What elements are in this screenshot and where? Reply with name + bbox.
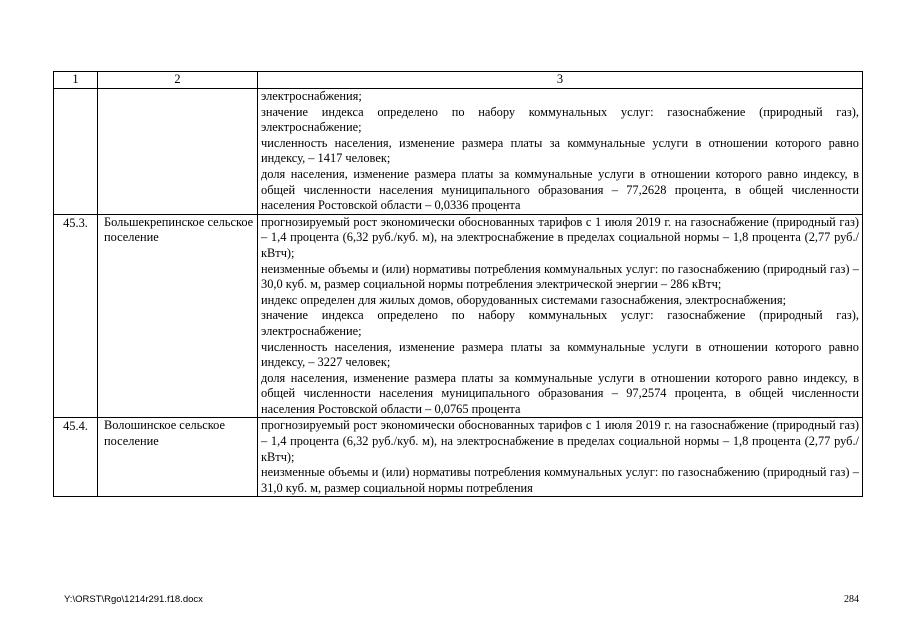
table-row-continuation (54, 89, 863, 215)
paragraph: индекс определен для жилых домов, оборудованных системами газоснабжения, электроснабжения; (261, 292, 787, 307)
paragraph: неизменные объемы и (или) нормативы потребления коммунальных услуг: по газоснабжению (природный газ) – 31,0 куб. м, размер социальной нормы потребления (261, 465, 859, 495)
column-header-2: 2 (98, 72, 258, 89)
cell-description (258, 89, 863, 215)
cell-description (258, 214, 863, 418)
table-row-45-4 (54, 418, 863, 497)
municipality-name: Большекрепинское сельское поселение (98, 214, 258, 418)
file-path: Y:\ORST\Rgo\1214r291.f18.docx (64, 594, 203, 605)
paragraph: значение индекса определено по набору коммунальных услуг: газоснабжение (природный газ), электроснабжение; (261, 104, 859, 135)
municipality-name: Волошинское сельское поселение (98, 418, 258, 497)
table-row-45-3 (54, 214, 863, 418)
paragraph: электроснабжения; (261, 89, 362, 103)
paragraph: прогнозируемый рост экономически обоснованных тарифов с 1 июля 2019 г. на газоснабжение (природный газ) – 1,4 процента (6,32 руб./куб. м), на электроснабжение в пределах социальной нормы – 1,8 процента (2,77 руб./кВтч); (261, 418, 859, 464)
paragraph: прогнозируемый рост экономически обоснованных тарифов с 1 июля 2019 г. на газоснабжение (природный газ) – 1,4 процента (6,32 руб./куб. м), на электроснабжение в пределах социальной нормы – 1,8 процента (2,77 руб./кВтч); (261, 214, 859, 260)
row-number: 45.4. (54, 418, 98, 497)
paragraph: доля населения, изменение размера платы за коммунальные услуги в отношении которого равно индексу, в общей численности населения муниципального образования – 77,2628 процента, в общей численности населения Ростовской области – 0,0336 процента (261, 166, 859, 213)
paragraph: численность населения, изменение размера платы за коммунальные услуги в отношении которого равно индексу, – 3227 человек; (261, 339, 859, 370)
paragraph: доля населения, изменение размера платы за коммунальные услуги в отношении которого равно индексу, в общей численности населения муниципального образования – 97,2574 процента, в общей численности населения Ростовской области – 0,0765 процента (261, 370, 859, 416)
paragraph: значение индекса определено по набору коммунальных услуг: газоснабжение (природный газ), электроснабжение; (261, 308, 859, 338)
paragraph: неизменные объемы и (или) нормативы потребления коммунальных услуг: по газоснабжению (природный газ) – 30,0 куб. м, размер социальной нормы потребления электрической энергии – 286 кВтч; (261, 261, 859, 292)
cell-num-empty (54, 89, 98, 215)
document-table (53, 71, 863, 497)
page-number: 284 (844, 594, 859, 605)
cell-name-empty (98, 89, 258, 215)
row-number: 45.3. (54, 214, 98, 418)
paragraph: численность населения, изменение размера платы за коммунальные услуги в отношении которого равно индексу, – 1417 человек; (261, 135, 859, 166)
column-header-3: 3 (258, 72, 863, 89)
column-header-1: 1 (54, 72, 98, 89)
header-row (54, 72, 863, 89)
cell-description (258, 418, 863, 497)
